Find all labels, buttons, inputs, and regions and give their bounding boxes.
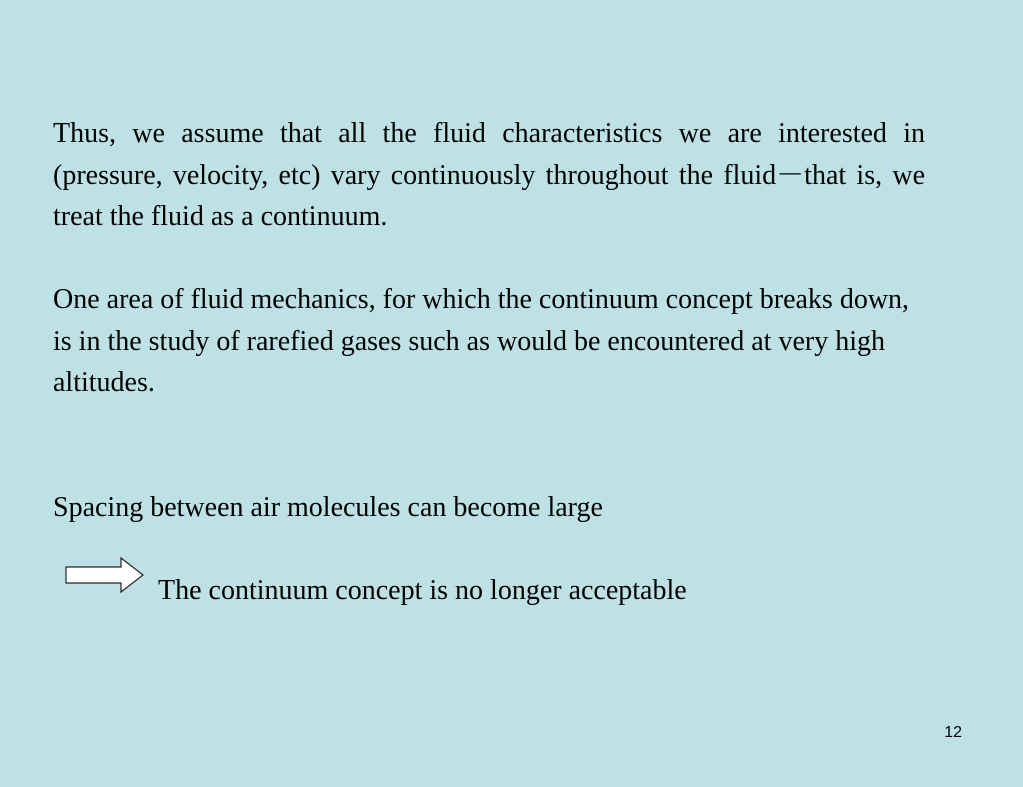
statement-molecule-spacing: Spacing between air molecules can become large <box>53 492 603 523</box>
right-arrow-icon <box>64 556 146 594</box>
conclusion-text: The continuum concept is no longer acceptable <box>158 575 687 606</box>
paragraph-continuum-breakdown: One area of fluid mechanics, for which the continuum concept breaks down, is in the study of rarefied gases such as would be encountered at very high altitudes. <box>53 284 910 398</box>
page-number: 12 <box>944 724 962 741</box>
paragraph-continuum-assumption: Thus, we assume that all the fluid characteristics we are interested in (pressure, velocity, etc) vary continuously throughout the fluid－that is, we treat the fluid as a continuum. <box>53 118 925 232</box>
